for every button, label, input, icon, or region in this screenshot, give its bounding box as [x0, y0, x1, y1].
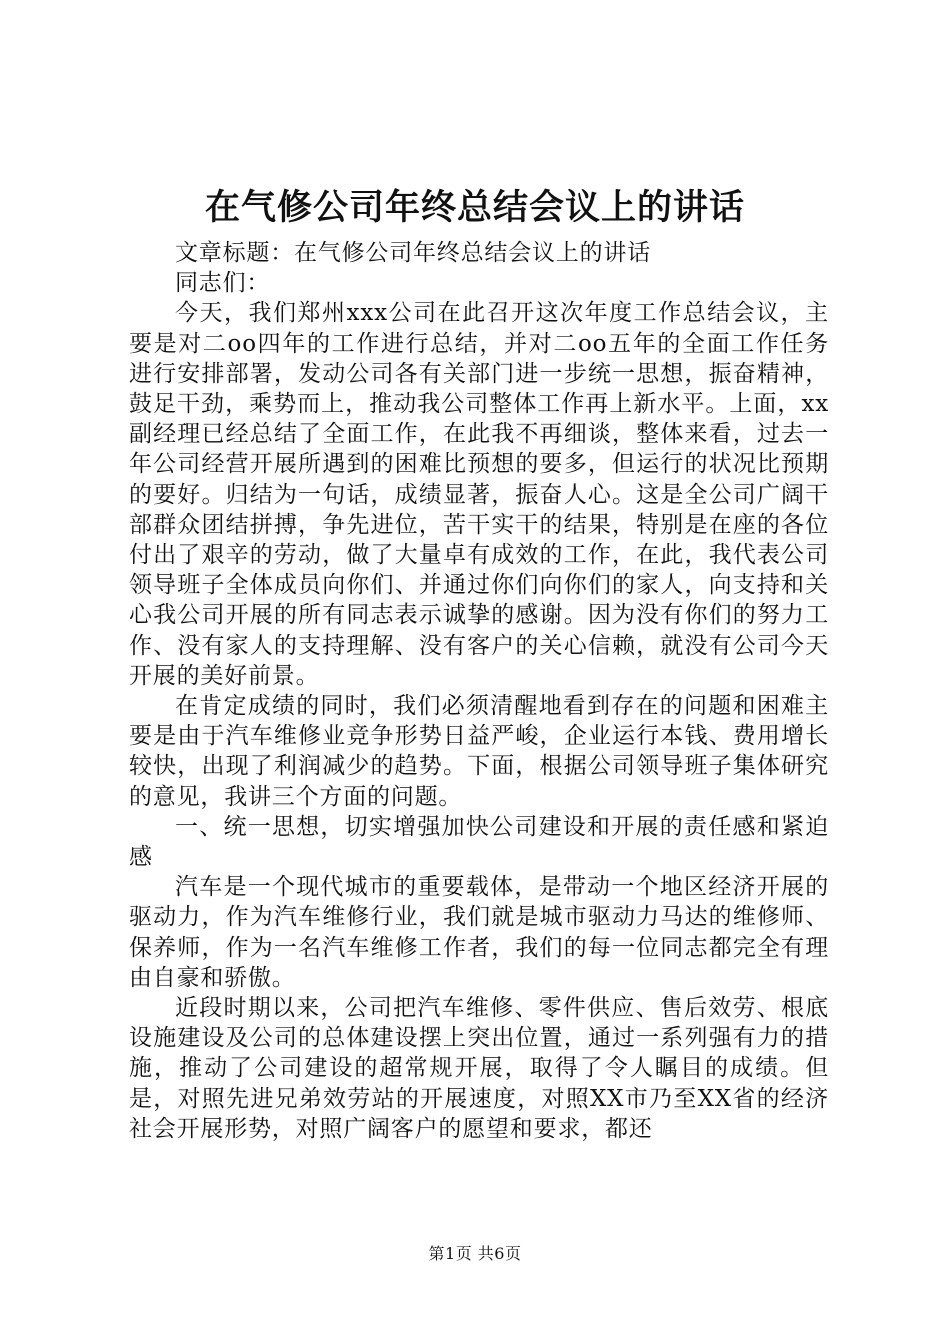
- paragraph: 今天，我们郑州xxx公司在此召开这次年度工作总结会议，主要是对二oo四年的工作进行总结，并对二oo五年的全面工作任务进行安排部署，发动公司各有关部门进一步统一思想，振奋精神，鼓足干劲，乘势而上，推动我公司整体工作再上新水平。上面，xx副经理已经总结了全面工作，在此我不再细谈，整体来看，过去一年公司经营开展所遇到的困难比预想的要多，但运行的状况比预期的要好。归结为一句话，成绩显著，振奋人心。这是全公司广阔干部群众团结拼搏，争先进位，苦干实干的结果，特别是在座的各位付出了艰辛的劳动，做了大量卓有成效的工作，在此，我代表公司领导班子全体成员向你们、并通过你们向你们的家人，向支持和关心我公司开展的所有同志表示诚挚的感谢。因为没有你们的努力工作、没有家人的支持理解、没有客户的关心信赖，就没有公司今天开展的美好前景。: [129, 300, 829, 689]
- paragraph: 在肯定成绩的同时，我们必须清醒地看到存在的问题和困难主要是由于汽车维修业竞争形势日益严峻，企业运行本钱、费用增长较快，出现了利润减少的趋势。下面，根据公司领导班子集体研究的意见，我讲三个方面的问题。: [129, 693, 829, 810]
- document-title: 在气修公司年终总结会议上的讲话: [204, 187, 745, 228]
- page-number-footer: 第1页 共6页: [428, 1244, 522, 1263]
- document-body: [129, 238, 829, 1144]
- paragraph: 汽车是一个现代城市的重要载体，是带动一个地区经济开展的驱动力，作为汽车维修行业，我们就是城市驱动力马达的维修师、保养师，作为一名汽车维修工作者，我们的每一位同志都完全有理由自豪和骄傲。: [129, 874, 829, 991]
- paragraph: 近段时期以来，公司把汽车维修、零件供应、售后效劳、根底设施建设及公司的总体建设摆上突出位置，通过一系列强有力的措施，推动了公司建设的超常规开展，取得了令人瞩目的成绩。但是，对照先进兄弟效劳站的开展速度，对照XX市乃至XX省的经济社会开展形势，对照广阔客户的愿望和要求，都还: [129, 995, 829, 1142]
- article-title-line: 文章标题：在气修公司年终总结会议上的讲话: [175, 240, 651, 266]
- section-heading: 一、统一思想，切实增强加快公司建设和开展的责任感和紧迫感: [129, 813, 829, 871]
- salutation: 同志们：: [175, 270, 271, 297]
